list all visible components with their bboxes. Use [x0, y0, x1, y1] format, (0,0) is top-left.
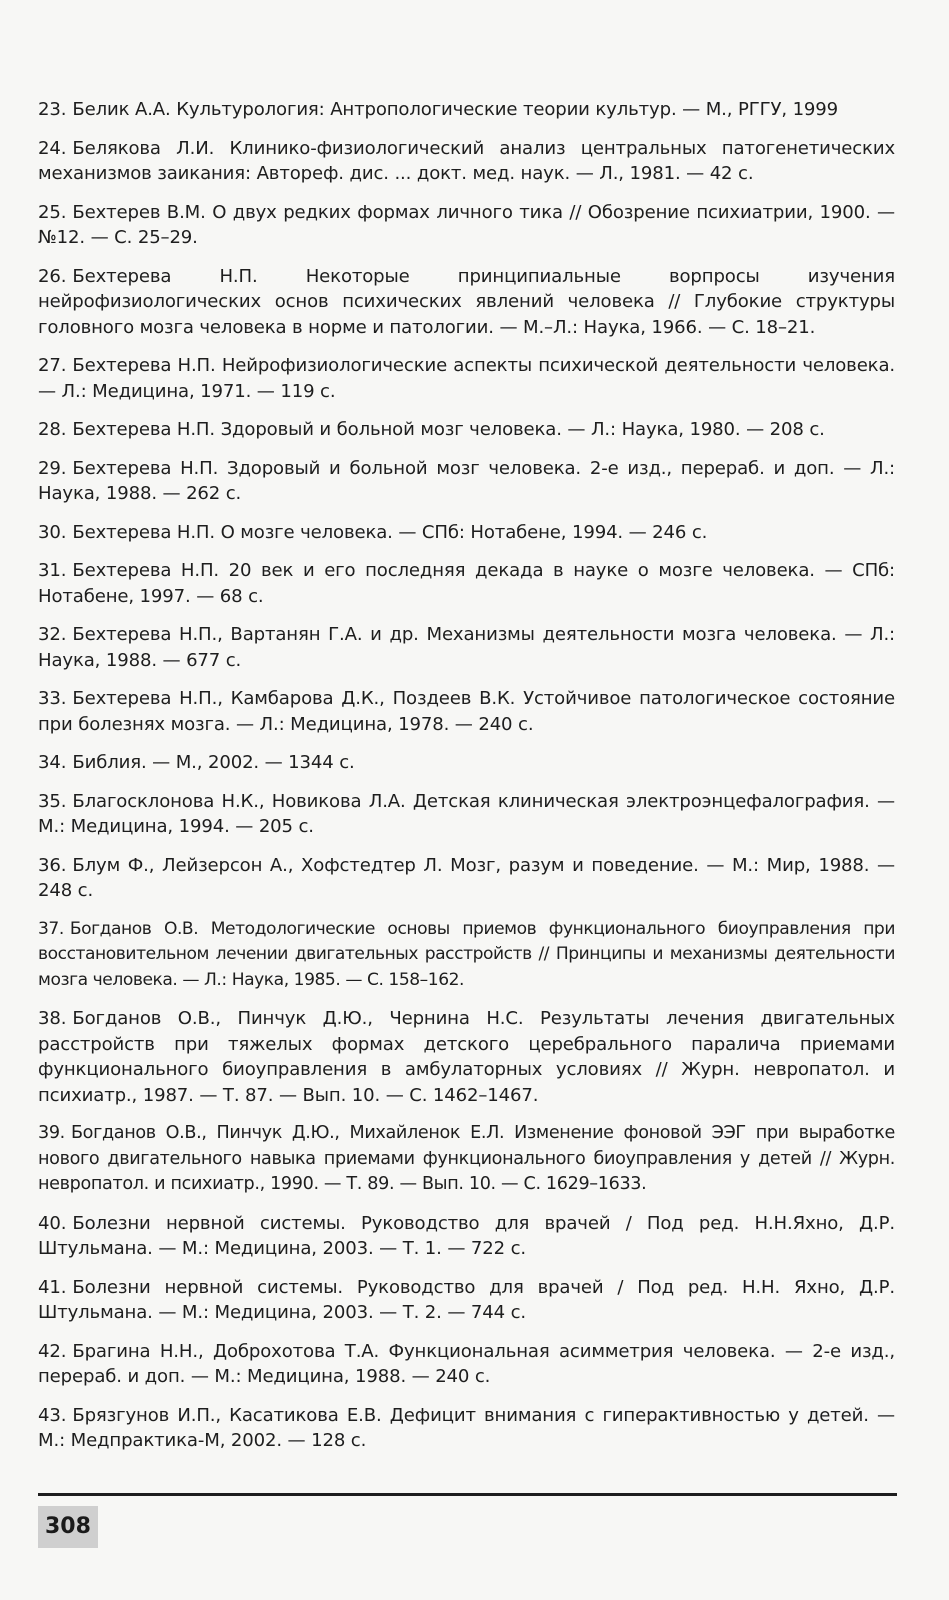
- reference-text: Бехтерева Н.П., Камбарова Д.К., Поздеев В.К. Устойчивое патологическое состояние при болезнях мозга. — Л.: Медицина, 1978. — 240 с.: [38, 688, 895, 735]
- reference-item: [38, 1121, 895, 1198]
- reference-item: [38, 456, 895, 507]
- reference-number: 39.: [38, 1123, 65, 1143]
- reference-item: [38, 1339, 895, 1390]
- reference-item: [38, 1006, 895, 1108]
- reference-text: Брязгунов И.П., Касатикова Е.В. Дефицит внимания с гиперактивностью у детей. — М.: Медпрактика-М, 2002. — 128 с.: [38, 1404, 895, 1451]
- reference-item: [38, 853, 895, 904]
- reference-item: [38, 1275, 895, 1326]
- reference-text: Бехтерева Н.П. Некоторые принципиальные ворпросы изучения нейрофизиологических основ психических явлений человека // Глубокие структуры головного мозга человека в норме и патологии. — М.–Л.: Наука, 1966. — С. 18–21.: [38, 265, 895, 338]
- reference-text: Бехтерева Н.П. Нейрофизиологические аспекты психической деятельности человека. — Л.: Медицина, 1971. — 119 с.: [38, 355, 895, 402]
- reference-number: 36.: [38, 854, 67, 876]
- reference-number: 23.: [38, 99, 67, 120]
- reference-number: 28.: [38, 419, 67, 440]
- reference-list: [38, 97, 895, 1467]
- reference-number: 42.: [38, 1340, 67, 1362]
- reference-text: Богданов О.В. Методологические основы приемов функционального биоуправления при восстановительном лечении двигательных расстройств // Принципы и механизмы деятельности мозга человека. — Л.: Наука, 1985. — С. 158–162.: [38, 918, 895, 990]
- page-number: 308: [38, 1506, 98, 1548]
- reference-item: [38, 622, 895, 673]
- reference-text: Брагина Н.Н., Доброхотова Т.А. Функциональная асимметрия человека. — 2-е изд., перераб. и доп. — М.: Медицина, 1988. — 240 с.: [38, 1340, 895, 1387]
- reference-number: 24.: [38, 137, 67, 159]
- reference-text: Белик А.А. Культурология: Антропологические теории культур. — М., РГГУ, 1999: [72, 99, 839, 120]
- reference-text: Богданов О.В., Пинчук Д.Ю., Михайленок Е.Л. Изменение фоновой ЭЭГ при выработке нового двигательного навыка приемами функционального биоуправления у детей // Журн. невропатол. и психиатр., 1990. — Т. 89. — Вып. 10. — С. 1629–1633.: [38, 1123, 895, 1194]
- reference-item: [38, 97, 895, 123]
- reference-text: Блум Ф., Лейзерсон А., Хофстедтер Л. Мозг, разум и поведение. — М.: Мир, 1988. — 248 с.: [38, 854, 895, 901]
- reference-number: 26.: [38, 265, 67, 287]
- reference-item: [38, 917, 895, 994]
- reference-item: [38, 750, 895, 776]
- reference-number: 27.: [38, 355, 67, 376]
- reference-number: 43.: [38, 1404, 67, 1426]
- reference-item: [38, 200, 895, 251]
- reference-item: [38, 417, 895, 443]
- reference-text: Библия. — М., 2002. — 1344 с.: [72, 752, 355, 773]
- reference-number: 29.: [38, 457, 67, 479]
- reference-text: Бехтерева Н.П. Здоровый и больной мозг человека. 2-е изд., перераб. и доп. — Л.: Наука, 1988. — 262 с.: [38, 457, 895, 504]
- reference-number: 30.: [38, 521, 67, 543]
- reference-number: 40.: [38, 1212, 67, 1234]
- reference-item: [38, 353, 895, 404]
- reference-text: Благосклонова Н.К., Новикова Л.А. Детская клиническая электроэнцефалография. — М.: Медицина, 1994. — 205 с.: [38, 790, 895, 837]
- reference-item: [38, 789, 895, 840]
- reference-number: 33.: [38, 688, 67, 709]
- reference-item: [38, 520, 895, 546]
- reference-text: Белякова Л.И. Клинико-физиологический анализ центральных патогенетических механизмов заикания: Автореф. дис. ... докт. мед. наук. — Л., 1981. — 42 с.: [38, 137, 895, 184]
- reference-number: 38.: [38, 1008, 67, 1029]
- reference-number: 41.: [38, 1276, 67, 1298]
- reference-text: Болезни нервной системы. Руководство для врачей / Под ред. Н.Н.Яхно, Д.Р. Штульмана. — М.: Медицина, 2003. — Т. 1. — 722 с.: [38, 1212, 895, 1259]
- reference-number: 31.: [38, 560, 67, 581]
- reference-item: [38, 264, 895, 341]
- reference-text: Болезни нервной системы. Руководство для врачей / Под ред. Н.Н. Яхно, Д.Р. Штульмана. — М.: Медицина, 2003. — Т. 2. — 744 с.: [38, 1276, 895, 1323]
- reference-item: [38, 686, 895, 737]
- reference-text: Бехтерева Н.П. О мозге человека. — СПб: Нотабене, 1994. — 246 с.: [72, 521, 708, 543]
- reference-item: [38, 136, 895, 187]
- reference-text: Богданов О.В., Пинчук Д.Ю., Чернина Н.С. Результаты лечения двигательных расстройств при тяжелых формах детского церебрального паралича приемами функционального биоуправления в амбулаторных условиях // Журн. невропатол. и психиатр., 1987. — Т. 87. — Вып. 10. — С. 1462–1467.: [38, 1008, 895, 1106]
- footer-rule: [38, 1493, 897, 1496]
- reference-item: [38, 1211, 895, 1262]
- reference-text: Бехтерева Н.П. 20 век и его последняя декада в науке о мозге человека. — СПб: Нотабене, 1997. — 68 с.: [38, 560, 895, 607]
- reference-number: 37.: [38, 918, 64, 939]
- reference-number: 32.: [38, 624, 67, 645]
- reference-text: Бехтерева Н.П., Вартанян Г.А. и др. Механизмы деятельности мозга человека. — Л.: Наука, 1988. — 677 с.: [38, 624, 895, 671]
- reference-text: Бехтерев В.М. О двух редких формах личного тика // Обозрение психиатрии, 1900. — №12. — С. 25–29.: [38, 201, 895, 248]
- reference-number: 34.: [38, 752, 67, 773]
- reference-item: [38, 558, 895, 609]
- reference-number: 25.: [38, 201, 67, 223]
- reference-item: [38, 1403, 895, 1454]
- reference-text: Бехтерева Н.П. Здоровый и больной мозг человека. — Л.: Наука, 1980. — 208 с.: [72, 419, 825, 440]
- reference-number: 35.: [38, 790, 67, 812]
